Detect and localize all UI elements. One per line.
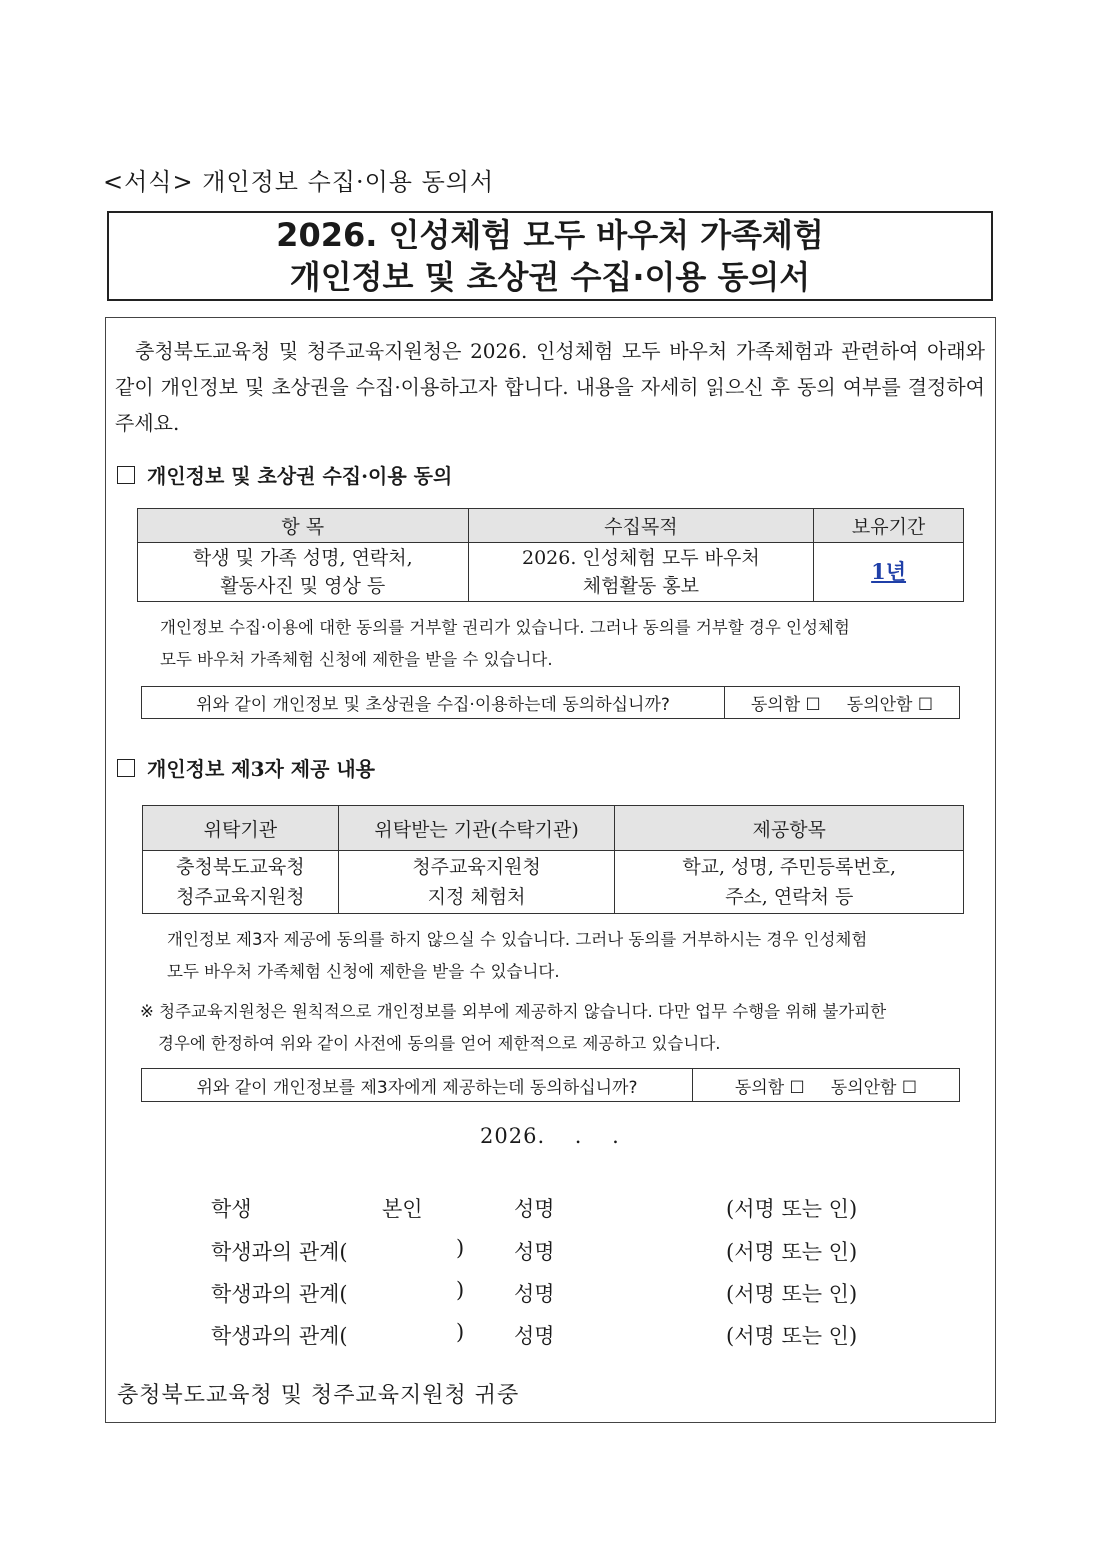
cell-provided-items-line2: 주소, 연락처 등 [725,886,854,908]
disagree-label: 동의안함 [830,1077,897,1098]
collection-note-line2: 모두 바우처 가족체험 신청에 제한을 받을 수 있습니다. [160,650,553,669]
third-party-disagree-option[interactable] [831,1073,917,1098]
cell-entrusting [143,851,339,914]
third-party-consent-question: 위와 같이 개인정보를 제3자에게 제공하는데 동의하십니까? [142,1069,693,1101]
header-items: 항 목 [138,509,469,543]
title-line-2: 개인정보 및 초상권 수집·이용 동의서 [289,258,811,296]
cell-purpose-line1: 2026. 인성체험 모두 바우처 [522,547,760,569]
header-purpose: 수집목적 [468,509,814,543]
collection-consent-question: 위와 같이 개인정보 및 초상권을 수집·이용하는데 동의하십니까? [142,687,725,718]
disagree-label: 동의안함 [846,695,913,715]
heading-square-icon [117,759,135,777]
signature-name-label: 성명 [514,1324,555,1348]
header-provided-items: 제공항목 [615,806,964,851]
third-party-agree-option[interactable] [735,1073,805,1098]
header-entrusting: 위탁기관 [143,806,339,851]
signer-label: 학생 [211,1197,252,1221]
agree-label: 동의함 [750,695,801,715]
signing-date: 2026. . . [480,1124,620,1148]
cell-provided-items [615,851,964,914]
third-party-table [142,805,964,914]
cell-trustee-line1: 청주교육지원청 [412,856,541,878]
retention-period: 1년 [871,558,907,584]
third-party-note-line1: 개인정보 제3자 제공에 동의를 하지 않으실 수 있습니다. 그러나 동의를 거부하시는 경우 인성체험 [167,930,868,949]
section-heading-text: 개인정보 제3자 제공 내용 [147,757,376,781]
third-party-consent-row [141,1068,960,1102]
collection-disagree-option[interactable] [847,690,933,715]
header-trustee: 위탁받는 기관(수탁기관) [338,806,615,851]
third-party-consent-options [693,1073,959,1098]
signature-row-student [211,1193,252,1223]
signature-self: 본인 [382,1197,423,1221]
signature-sign-label: (서명 또는 인) [726,1282,858,1306]
collection-note [160,612,850,676]
signature-row-guardian-2: 학생과의 관계( [211,1282,348,1306]
third-party-note-line2: 모두 바우처 가족체험 신청에 제한을 받을 수 있습니다. [167,962,560,981]
signature-sign-label: (서명 또는 인) [726,1324,858,1348]
section-heading-collection [117,460,452,489]
cell-period [814,543,964,602]
checkbox-icon[interactable]: ☐ [901,1077,918,1098]
section-heading-third-party [117,753,375,782]
third-party-note [167,924,867,988]
signature-sign-label: (서명 또는 인) [726,1197,858,1221]
cell-entrusting-line1: 충청북도교육청 [176,856,305,878]
checkbox-icon[interactable]: ☐ [917,695,934,715]
signature-row-guardian-1: 학생과의 관계( [211,1240,348,1264]
cell-trustee-line2: 지정 체험처 [427,886,526,908]
collection-agree-option[interactable] [751,690,821,715]
signature-sign-label: (서명 또는 인) [726,1240,858,1264]
cell-items-line1: 학생 및 가족 성명, 연락처, [192,547,413,569]
third-party-remark [140,996,886,1060]
relation-close: ) [456,1236,465,1260]
collection-note-line1: 개인정보 수집·이용에 대한 동의를 거부할 권리가 있습니다. 그러나 동의를 거부할 경우 인성체험 [160,618,850,637]
collection-table [137,508,964,602]
checkbox-icon[interactable]: ☐ [789,1077,805,1098]
header-period: 보유기간 [814,509,964,543]
form-label: <서식> 개인정보 수집·이용 동의서 [103,168,495,196]
title-line-1: 2026. 인성체험 모두 바우처 가족체험 [276,216,824,254]
section-heading-text: 개인정보 및 초상권 수집·이용 동의 [147,464,453,488]
intro-paragraph: 충청북도교육청 및 청주교육지원청은 2026. 인성체험 모두 바우처 가족체험과 관련하여 아래와 같이 개인정보 및 초상권을 수집·이용하고자 합니다. 내용을 자세히 읽으신 후 동의 여부를 결정하여 주세요. [115,339,985,435]
agree-label: 동의함 [734,1077,785,1098]
remark-line2: 경우에 한정하여 위와 같이 사전에 동의를 얻어 제한적으로 제공하고 있습니다. [158,1034,721,1053]
relation-close: ) [456,1278,465,1302]
cell-trustee [338,851,615,914]
heading-square-icon [117,466,135,484]
addressee: 충청북도교육청 및 청주교육지원청 귀중 [117,1383,520,1408]
signature-name-label: 성명 [514,1197,555,1221]
checkbox-icon[interactable]: ☐ [805,695,821,715]
collection-consent-options [725,690,959,715]
remark-line1: ※ 청주교육지원청은 원칙적으로 개인정보를 외부에 제공하지 않습니다. 다만 업무 수행을 위해 불가피한 [140,1002,887,1021]
signature-name-label: 성명 [514,1240,555,1264]
cell-purpose [468,543,814,602]
cell-entrusting-line2: 청주교육지원청 [176,886,305,908]
cell-items-line2: 활동사진 및 영상 등 [220,575,386,597]
signature-name-label: 성명 [514,1282,555,1306]
cell-purpose-line2: 체험활동 홍보 [582,575,699,597]
cell-provided-items-line1: 학교, 성명, 주민등록번호, [682,856,897,878]
collection-consent-row [141,686,960,719]
document-title [107,211,993,301]
cell-items [138,543,469,602]
relation-close: ) [456,1320,465,1344]
signature-row-guardian-3: 학생과의 관계( [211,1324,348,1348]
